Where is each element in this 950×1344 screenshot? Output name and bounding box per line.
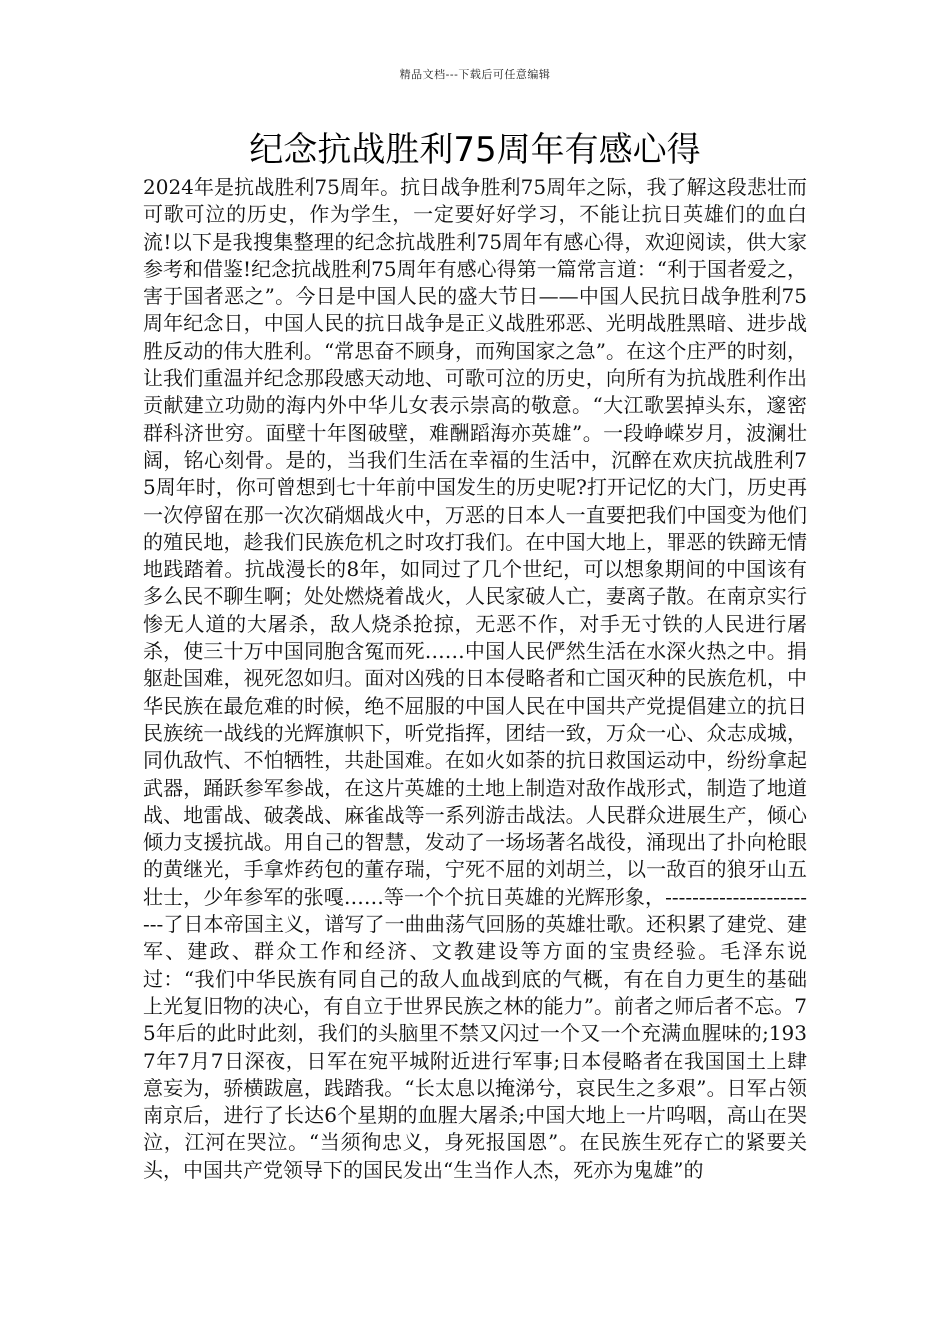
header-note: 精品文档---下载后可任意编辑 (399, 68, 551, 81)
body-paragraph: 2024年是抗战胜利75周年。抗日战争胜利75周年之际，我了解这段悲壮而可歌可泣的历史，作为学生，一定要好好学习，不能让抗日英雄们的血白流!以下是我搜集整理的纪念抗战胜利75周年有感心得，欢迎阅读，供大家参考和借鉴!纪念抗战胜利75周年有感心得第一篇常言道：“利于国者爱之，害于国者恶之”。今日是中国人民的盛大节日——中国人民抗日战争胜利75周年纪念日，中国人民的抗日战争是正义战胜邪恶、光明战胜黑暗、进步战胜反动的伟大胜利。“常思奋不顾身，而殉国家之急”。在这个庄严的时刻，让我们重温并纪念那段感天动地、可歌可泣的历史，向所有为抗战胜利作出贡献建立功勋的海内外中华儿女表示崇高的敬意。“大江歌罢掉头东，邃密群科济世穷。面壁十年图破壁，难酬蹈海亦英雄”。一段峥嵘岁月，波澜壮阔，铭心刻骨。是的，当我们生活在幸福的生活中，沉醉在欢庆抗战胜利75周年时，你可曾想到七十年前中国发生的历史呢?打开记忆的大门，历史再一次停留在那一次次硝烟战火中，万恶的日本人一直要把我们中国变为他们的殖民地，趁我们民族危机之时攻打我们。在中国大地上，罪恶的铁蹄无情地践踏着。抗战漫长的8年，如同过了几个世纪，可以想象期间的中国该有多么民不聊生啊；处处燃烧着战火，人民家破人亡，妻离子散。在南京实行惨无人道的大屠杀，敌人烧杀抢掠，无恶不作，对手无寸铁的人民进行屠杀，使三十万中国同胞含冤而死……中国人民俨然生活在水深火热之中。捐躯赴国难，视死忽如归。面对凶残的日本侵略者和亡国灭种的民族危机，中华民族在最危难的时候，绝不屈服的中国人民在中国共产党提倡建立的抗日民族统一战线的光辉旗帜下，听党指挥，团结一致，万众一心、众志成城，同仇敌忾、不怕牺牲，共赴国难。在如火如荼的抗日救国运动中，纷纷拿起武器，踊跃参军参战，在这片英雄的土地上制造对敌作战形式，制造了地道战、地雷战、破袭战、麻雀战等一系列游击战法。人民群众进展生产，倾心倾力支援抗战。用自己的智慧，发动了一场场著名战役，涌现出了扑向枪眼的黄继光，手拿炸药包的董存瑞，宁死不屈的刘胡兰，以一敌百的狼牙山五壮士，少年参军的张嘎……等一个个抗日英雄的光辉形象，------------------------了日本帝国主义，谱写了一曲曲荡气回肠的英雄壮歌。还积累了建党、建军、建政、群众工作和经济、文教建设等方面的宝贵经验。毛泽东说过：“我们中华民族有同自己的敌人血战到底的气概，有在自力更生的基础上光复旧物的决心，有自立于世界民族之林的能力”。前者之师后者不忘。75年后的此时此刻，我们的头脑里不禁又闪过一个又一个充满血腥味的;1937年7月7日深夜，日军在宛平城附近进行军事;日本侵略者在我国国土上肆意妄为，骄横跋扈，践踏我。“长太息以掩涕兮，哀民生之多艰”。日军占领南京后，进行了长达6个星期的血腥大屠杀;中国大地上一片呜咽，高山在哭泣，江河在哭泣。“当须徇忠义，身死报国恩”。在民族生死存亡的紧要关头，中国共产党领导下的国民发出“生当作人杰，死亦为鬼雄”的 (143, 175, 807, 1182)
page-title: 纪念抗战胜利75周年有感心得 (249, 130, 701, 170)
